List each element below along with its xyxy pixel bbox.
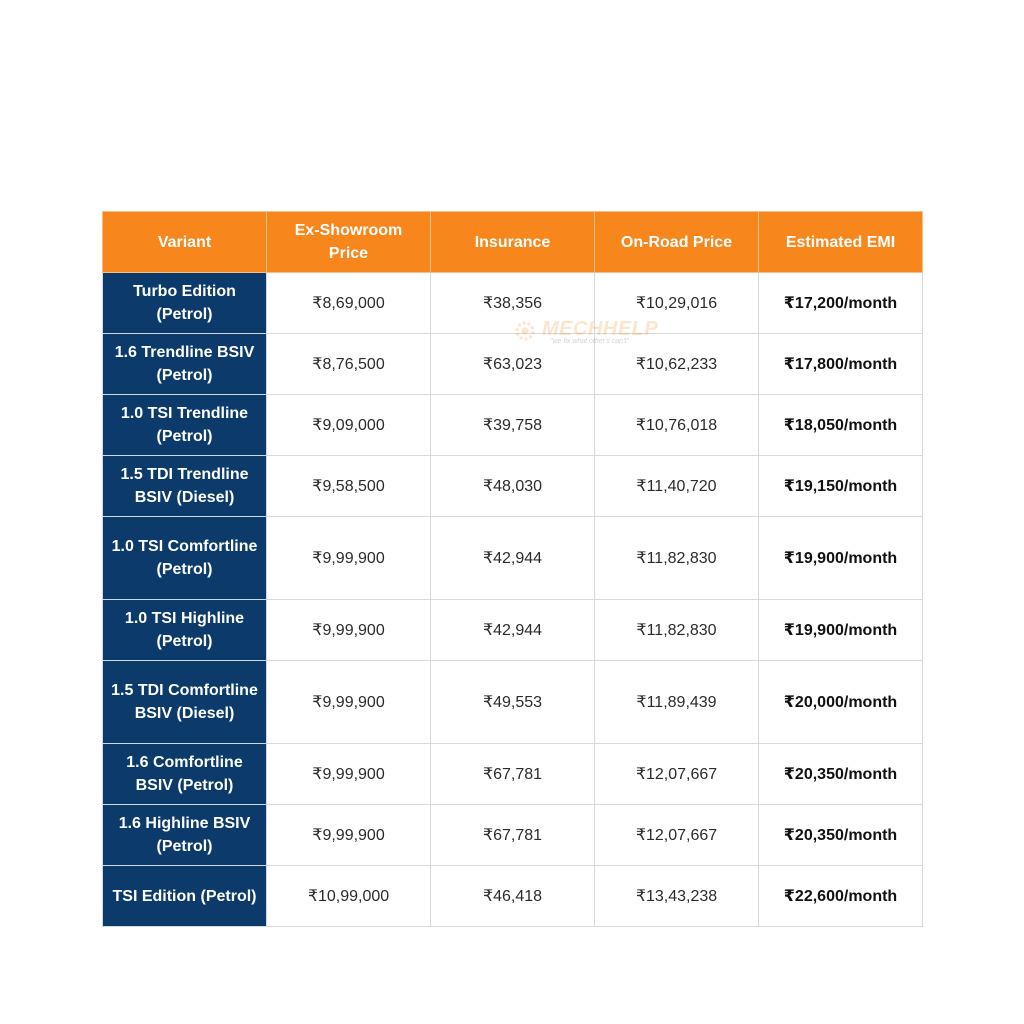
cell-insurance: ₹46,418: [431, 866, 595, 927]
price-table: [102, 211, 923, 927]
cell-variant: 1.6 Highline BSIV (Petrol): [103, 805, 267, 866]
cell-ex-showroom: ₹9,99,900: [267, 744, 431, 805]
table-row: [103, 744, 923, 805]
header-ex-showroom: Ex-Showroom Price: [267, 212, 431, 273]
header-row: [103, 212, 923, 273]
cell-on-road: ₹12,07,667: [595, 805, 759, 866]
table-row: [103, 273, 923, 334]
cell-on-road: ₹10,76,018: [595, 395, 759, 456]
cell-emi: ₹22,600/month: [759, 866, 923, 927]
cell-on-road: ₹12,07,667: [595, 744, 759, 805]
header-variant: Variant: [103, 212, 267, 273]
header-on-road: On-Road Price: [595, 212, 759, 273]
cell-variant: 1.0 TSI Highline (Petrol): [103, 600, 267, 661]
table-row: [103, 600, 923, 661]
table-header: [103, 212, 923, 273]
cell-insurance: ₹63,023: [431, 334, 595, 395]
table-row: [103, 661, 923, 744]
cell-insurance: ₹49,553: [431, 661, 595, 744]
cell-emi: ₹19,150/month: [759, 456, 923, 517]
table-row: [103, 395, 923, 456]
cell-emi: ₹17,800/month: [759, 334, 923, 395]
cell-on-road: ₹11,82,830: [595, 600, 759, 661]
cell-variant: 1.0 TSI Trendline (Petrol): [103, 395, 267, 456]
cell-on-road: ₹11,89,439: [595, 661, 759, 744]
cell-on-road: ₹10,29,016: [595, 273, 759, 334]
cell-variant: Turbo Edition (Petrol): [103, 273, 267, 334]
header-insurance: Insurance: [431, 212, 595, 273]
cell-ex-showroom: ₹8,69,000: [267, 273, 431, 334]
cell-variant: 1.6 Trendline BSIV (Petrol): [103, 334, 267, 395]
cell-emi: ₹20,350/month: [759, 805, 923, 866]
table-body: [103, 273, 923, 927]
cell-insurance: ₹42,944: [431, 600, 595, 661]
cell-variant: 1.5 TDI Comfortline BSIV (Diesel): [103, 661, 267, 744]
cell-emi: ₹19,900/month: [759, 517, 923, 600]
cell-ex-showroom: ₹10,99,000: [267, 866, 431, 927]
cell-variant: TSI Edition (Petrol): [103, 866, 267, 927]
header-emi: Estimated EMI: [759, 212, 923, 273]
cell-emi: ₹18,050/month: [759, 395, 923, 456]
cell-insurance: ₹38,356: [431, 273, 595, 334]
cell-ex-showroom: ₹9,58,500: [267, 456, 431, 517]
cell-variant: 1.6 Comfortline BSIV (Petrol): [103, 744, 267, 805]
table-row: [103, 456, 923, 517]
cell-ex-showroom: ₹9,99,900: [267, 600, 431, 661]
cell-ex-showroom: ₹9,99,900: [267, 661, 431, 744]
cell-insurance: ₹42,944: [431, 517, 595, 600]
watermark-tagline: "we fix what other's can't": [550, 338, 629, 345]
cell-ex-showroom: ₹9,99,900: [267, 517, 431, 600]
cell-on-road: ₹10,62,233: [595, 334, 759, 395]
cell-insurance: ₹39,758: [431, 395, 595, 456]
cell-emi: ₹17,200/month: [759, 273, 923, 334]
cell-ex-showroom: ₹8,76,500: [267, 334, 431, 395]
cell-insurance: ₹67,781: [431, 744, 595, 805]
cell-on-road: ₹13,43,238: [595, 866, 759, 927]
table-row: [103, 334, 923, 395]
cell-on-road: ₹11,82,830: [595, 517, 759, 600]
watermark-brand: MECHHELP: [542, 318, 659, 340]
cell-emi: ₹20,000/month: [759, 661, 923, 744]
cell-insurance: ₹48,030: [431, 456, 595, 517]
cell-emi: ₹19,900/month: [759, 600, 923, 661]
cell-variant: 1.5 TDI Trendline BSIV (Diesel): [103, 456, 267, 517]
cell-variant: 1.0 TSI Comfortline (Petrol): [103, 517, 267, 600]
cell-emi: ₹20,350/month: [759, 744, 923, 805]
table-row: [103, 805, 923, 866]
cell-on-road: ₹11,40,720: [595, 456, 759, 517]
table-row: [103, 517, 923, 600]
cell-insurance: ₹67,781: [431, 805, 595, 866]
cell-ex-showroom: ₹9,99,900: [267, 805, 431, 866]
cell-ex-showroom: ₹9,09,000: [267, 395, 431, 456]
table-row: [103, 866, 923, 927]
